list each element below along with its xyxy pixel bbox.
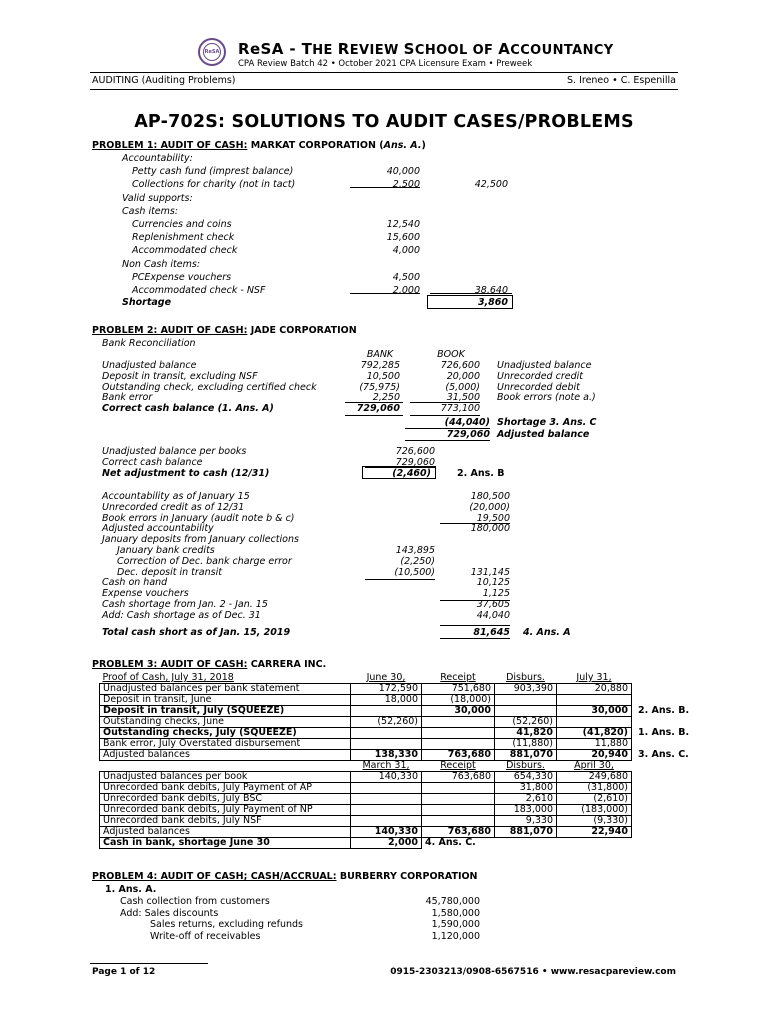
answer-label xyxy=(632,816,702,827)
cib-ans: 4. Ans. C. xyxy=(425,837,476,849)
p2-total-value: 81,645 xyxy=(473,627,510,638)
table-cell xyxy=(422,794,495,805)
p2-rule-6 xyxy=(440,523,510,524)
p2-acc-value-a: 143,895 xyxy=(395,545,435,556)
p2-acc-label: Book errors in January (audit note b & c) xyxy=(102,512,295,524)
problem-2-heading xyxy=(92,326,357,336)
problem-3-heading xyxy=(92,660,326,670)
logo-text: ReSA xyxy=(204,49,220,55)
p2-acc-label: Cash shortage from Jan. 2 - Jan. 15 xyxy=(102,599,268,610)
table-cell: Adjusted balances xyxy=(100,827,351,838)
table-header-cell: Disburs. xyxy=(506,760,545,771)
p2-rule-10 xyxy=(440,638,510,639)
table-cell: 20,880 xyxy=(557,684,632,695)
p2-recon-label: Bank error xyxy=(102,392,153,404)
p2-recon-bank: 10,500 xyxy=(366,370,400,382)
p2-correct-label: Correct cash balance (1. Ans. A) xyxy=(102,403,274,414)
p2-acc-value-b: 180,500 xyxy=(470,491,510,502)
p4-line-label: Sales returns, excluding refunds xyxy=(150,919,304,930)
p2-shortage-note: Shortage 3. Ans. C xyxy=(497,417,597,428)
table-cell: 751,680 xyxy=(422,684,495,695)
problem-4-heading xyxy=(92,872,478,882)
proof-of-cash-table xyxy=(99,673,702,849)
authors: S. Ireneo • C. Espenilla xyxy=(567,75,676,86)
p1-line-value-b: 38,640 xyxy=(474,285,508,296)
p2-recon-book: 726,600 xyxy=(440,360,480,371)
table-cell: (11,880) xyxy=(495,739,557,750)
p3-heading-a: PROBLEM 3: AUDIT OF CASH: xyxy=(92,659,248,670)
table-cell: 183,000 xyxy=(495,805,557,816)
p1-rule-3 xyxy=(430,293,512,294)
p2-acc-label: Expense vouchers xyxy=(102,588,189,600)
table-row xyxy=(100,739,702,750)
table-cell: Deposit in transit, July (SQUEEZE) xyxy=(100,706,351,717)
brand-dash-t: - T xyxy=(283,40,313,58)
p3-heading-b: CARRERA INC. xyxy=(247,659,327,670)
p2-col-book: BOOK xyxy=(437,349,465,360)
table-cell xyxy=(495,706,557,717)
p2-recon-book: (5,000) xyxy=(445,381,480,393)
table-cell xyxy=(422,717,495,728)
p2-rule-9 xyxy=(440,625,510,626)
p2-recon-title: Bank Reconciliation xyxy=(102,338,196,349)
p2-netadj-line-value: 729,060 xyxy=(395,457,435,468)
table-cell: Outstanding checks, July (SQUEEZE) xyxy=(100,728,351,739)
p2-netadj-label: Net adjustment to cash (12/31) xyxy=(102,468,270,479)
table-cell: 881,070 xyxy=(495,827,557,838)
p2-recon-note: Unadjusted balance xyxy=(497,360,592,371)
table-header-cell: April 30, xyxy=(574,760,614,771)
p1-shortage-label: Shortage xyxy=(122,297,172,308)
p2-rule-8 xyxy=(440,600,510,601)
table-cell: 30,000 xyxy=(557,706,632,717)
p1-line-label: Currencies and coins xyxy=(132,219,232,230)
footer-contact: 0915-2303213/0908-6567516 • www.resacpareview.com xyxy=(390,967,676,977)
answer-label xyxy=(632,783,702,794)
p2-recon-book: 31,500 xyxy=(446,392,480,404)
table-cell: (9,330) xyxy=(557,816,632,827)
table-cell: 11,880 xyxy=(557,739,632,750)
p1-rule-1 xyxy=(350,187,420,188)
p1-line-label: PCExpense vouchers xyxy=(132,271,232,283)
p2-netadj-line-value: 726,600 xyxy=(395,446,435,457)
table-cell: 30,000 xyxy=(422,706,495,717)
p2-recon-bank: 792,285 xyxy=(360,360,400,371)
p2-netadj-ans: 2. Ans. B xyxy=(457,468,505,479)
p1-heading-d: ) xyxy=(421,140,426,151)
p1-line-value-a: 4,000 xyxy=(392,245,420,257)
p2-total-label: Total cash short as of Jan. 15, 2019 xyxy=(102,627,291,638)
brand-part-a: A xyxy=(498,40,511,58)
p2-netadj-line-label: Correct cash balance xyxy=(102,457,203,468)
table-cell: (18,000) xyxy=(422,695,495,706)
table-row-cash-in-bank xyxy=(100,838,702,849)
table-cell xyxy=(351,739,422,750)
p1-line-label: Valid supports: xyxy=(122,192,193,204)
p2-adjusted-note: Adjusted balance xyxy=(497,429,590,440)
answer-label xyxy=(632,695,702,706)
p2-acc-label: Adjusted accountability xyxy=(102,523,214,535)
table-cell: 249,680 xyxy=(557,772,632,783)
answer-label: 3. Ans. C. xyxy=(638,749,689,760)
p4-line-value: 45,780,000 xyxy=(425,896,480,907)
answer-label xyxy=(632,772,702,783)
table-row xyxy=(100,772,702,783)
table-cell xyxy=(557,695,632,706)
table-cell xyxy=(351,794,422,805)
table-cell: (52,260) xyxy=(351,717,422,728)
table-cell: Bank error, July Overstated disbursement xyxy=(100,739,351,750)
p2-acc-value-b: (20,000) xyxy=(469,501,510,513)
table-row xyxy=(100,783,702,794)
p2-acc-label: Add: Cash shortage as of Dec. 31 xyxy=(102,609,261,621)
answer-label xyxy=(632,717,702,728)
brand-part-1: HE xyxy=(312,43,338,58)
p4-heading-a: PROBLEM 4: AUDIT OF CASH; CASH/ACCRUAL: xyxy=(92,871,337,882)
p1-line-value-a: 12,540 xyxy=(386,219,420,230)
p2-acc-label: Unrecorded credit as of 12/31 xyxy=(102,501,245,513)
p2-acc-value-b: 19,500 xyxy=(476,512,510,524)
p2-recon-note: Unrecorded debit xyxy=(497,381,580,393)
table-cell: Deposit in transit, June xyxy=(100,695,351,706)
table-cell: 903,390 xyxy=(495,684,557,695)
p2-rule-book-2 xyxy=(410,415,480,416)
p2-col-bank: BANK xyxy=(366,349,394,360)
p1-line-label: Accountability: xyxy=(122,153,193,164)
table-cell: 138,330 xyxy=(351,750,422,761)
p2-rule-bank-2 xyxy=(345,415,403,416)
p2-total-ans: 4. Ans. A xyxy=(523,627,571,638)
table-cell: Unadjusted balances per bank statement xyxy=(100,684,351,695)
p2-acc-value-b: 37,605 xyxy=(476,599,510,610)
answer-label: 2. Ans. B. xyxy=(638,705,690,716)
table-header-row xyxy=(100,761,702,772)
p2-heading-a: PROBLEM 2: AUDIT OF CASH: xyxy=(92,325,248,336)
brand-part-4: CCOUNTANCY xyxy=(510,43,614,58)
table-cell: (31,800) xyxy=(557,783,632,794)
p1-line-value-a: 15,600 xyxy=(386,232,420,244)
table-cell: 763,680 xyxy=(422,750,495,761)
table-row xyxy=(100,684,702,695)
table-cell: 2,610 xyxy=(495,794,557,805)
answer-label xyxy=(632,827,702,838)
table-cell xyxy=(422,783,495,794)
table-cell: (52,260) xyxy=(495,717,557,728)
table-cell xyxy=(495,695,557,706)
p1-line-value-a: 2,500 xyxy=(392,179,420,191)
table-cell: (41,820) xyxy=(557,728,632,739)
table-cell: 9,330 xyxy=(495,816,557,827)
table-cell: 140,330 xyxy=(351,772,422,783)
table-header-cell: Disburs. xyxy=(506,672,545,683)
p1-heading-a: PROBLEM 1: AUDIT OF CASH: xyxy=(92,140,248,151)
header-rule-bottom xyxy=(90,89,678,90)
p2-recon-label: Unadjusted balance xyxy=(102,360,197,371)
p2-correct-bank: 729,060 xyxy=(356,403,400,414)
table-cell: Adjusted balances xyxy=(100,750,351,761)
p4-heading-b: BURBERRY CORPORATION xyxy=(336,871,478,882)
p4-line-value: 1,580,000 xyxy=(431,907,480,919)
table-cell: 41,820 xyxy=(495,728,557,739)
p4-line-label: Add: Sales discounts xyxy=(120,907,219,919)
p1-line-label: Accommodated check - NSF xyxy=(132,285,266,296)
p4-line-value: 1,120,000 xyxy=(431,930,480,942)
p1-line-label: Non Cash items: xyxy=(122,258,201,270)
table-cell: 763,680 xyxy=(422,772,495,783)
table-cell: 22,940 xyxy=(557,827,632,838)
table-cell: Unrecorded bank debits, July NSF xyxy=(100,816,351,827)
answer-label: 1. Ans. B. xyxy=(638,727,690,738)
table-header-row xyxy=(100,673,702,684)
p2-acc-value-b: 131,145 xyxy=(470,566,510,578)
p2-netadj-line-label: Unadjusted balance per books xyxy=(102,446,247,457)
p1-line-value-a: 2,000 xyxy=(392,285,420,296)
table-cell: 763,680 xyxy=(422,827,495,838)
p2-acc-label: January deposits from January collections xyxy=(102,534,299,546)
p2-recon-bank: (75,975) xyxy=(359,381,400,393)
footer-rule xyxy=(90,963,208,964)
table-cell: 31,800 xyxy=(495,783,557,794)
table-row xyxy=(100,816,702,827)
cib-value: 2,000 xyxy=(351,838,422,849)
brand-part-2: EVIEW xyxy=(349,43,404,58)
cib-label: Cash in bank, shortage June 30 xyxy=(100,838,351,849)
table-row xyxy=(100,750,702,761)
p1-heading-b: MARKAT CORPORATION ( xyxy=(247,140,384,151)
p1-heading-c: Ans. A. xyxy=(383,140,422,151)
table-header-cell: Proof of Cash, July 31, 2018 xyxy=(102,672,234,683)
table-cell: Unrecorded bank debits, July BSC xyxy=(100,794,351,805)
p1-line-label: Accommodated check xyxy=(132,245,238,257)
p2-acc-label: Accountability as of January 15 xyxy=(102,491,250,502)
table-row xyxy=(100,717,702,728)
table-cell: Unrecorded bank debits, July Payment of NP xyxy=(100,805,351,816)
p1-line-label: Replenishment check xyxy=(132,232,235,244)
table-cell xyxy=(422,728,495,739)
p4-ans: 1. Ans. A. xyxy=(105,884,157,895)
p1-line-label: Collections for charity (not in tact) xyxy=(132,179,296,191)
table-cell xyxy=(351,706,422,717)
document-title: AP-702S: SOLUTIONS TO AUDIT CASES/PROBLEMS xyxy=(134,112,634,132)
table-cell xyxy=(351,805,422,816)
p4-line-value: 1,590,000 xyxy=(431,919,480,930)
p2-recon-book: 20,000 xyxy=(446,370,480,382)
brand-resa: ReSA xyxy=(238,40,284,58)
brand-name xyxy=(238,40,614,58)
table-cell: Outstanding checks, June xyxy=(100,717,351,728)
p2-acc-label: Dec. deposit in transit xyxy=(117,566,222,578)
tagline: CPA Review Batch 42 • October 2021 CPA Licensure Exam • Preweek xyxy=(238,59,533,69)
course-name: AUDITING (Auditing Problems) xyxy=(92,75,236,86)
p2-rule-4 xyxy=(405,440,490,441)
table-row xyxy=(100,805,702,816)
header-rule-top xyxy=(90,72,678,73)
table-cell: 172,590 xyxy=(351,684,422,695)
table-cell xyxy=(351,816,422,827)
brand-part-s: S xyxy=(403,40,415,58)
table-row xyxy=(100,695,702,706)
p2-shortage-value: (44,040) xyxy=(444,417,490,428)
table-cell: 881,070 xyxy=(495,750,557,761)
table-header-cell: March 31, xyxy=(362,760,410,771)
answer-label xyxy=(632,805,702,816)
resa-logo-inner xyxy=(203,43,221,61)
page-number: Page 1 of 12 xyxy=(92,967,156,977)
resa-logo xyxy=(198,38,226,66)
p1-line-value-a: 40,000 xyxy=(386,166,420,178)
table-header-cell: Receipt xyxy=(440,672,476,683)
p2-acc-value-a: (10,500) xyxy=(394,566,435,578)
table-cell xyxy=(557,717,632,728)
p2-acc-value-b: 1,125 xyxy=(482,588,510,600)
table-header-cell: Receipt xyxy=(440,760,476,771)
p2-acc-value-b: 10,125 xyxy=(476,577,510,589)
p1-line-value-a: 4,500 xyxy=(392,271,420,283)
table-cell: (183,000) xyxy=(557,805,632,816)
table-cell: 140,330 xyxy=(351,827,422,838)
p1-shortage-value: 3,860 xyxy=(477,297,508,308)
table-cell: (2,610) xyxy=(557,794,632,805)
table-header-cell: June 30, xyxy=(366,672,406,683)
p2-acc-value-a: (2,250) xyxy=(400,555,435,567)
table-row xyxy=(100,827,702,838)
p2-rule-7 xyxy=(365,579,435,580)
p2-acc-value-b: 180,000 xyxy=(470,523,510,535)
table-cell: Unadjusted balances per book xyxy=(100,772,351,783)
brand-part-3: CHOOL OF xyxy=(414,43,499,58)
table-row xyxy=(100,794,702,805)
p2-netadj-value: (2,460) xyxy=(392,468,431,479)
table-cell xyxy=(422,816,495,827)
p2-correct-book: 773,100 xyxy=(440,403,480,414)
p1-line-value-b: 42,500 xyxy=(474,179,508,191)
table-cell xyxy=(351,783,422,794)
p2-heading-b: JADE CORPORATION xyxy=(247,325,357,336)
p2-acc-value-b: 44,040 xyxy=(476,609,510,621)
table-cell: 654,330 xyxy=(495,772,557,783)
p2-acc-label: Correction of Dec. bank charge error xyxy=(117,555,292,567)
p1-rule-2 xyxy=(350,293,420,294)
p2-recon-label: Outstanding check, excluding certified check xyxy=(102,381,317,393)
p2-recon-label: Deposit in transit, excluding NSF xyxy=(102,370,258,382)
p2-acc-label: Cash on hand xyxy=(102,577,168,589)
table-row xyxy=(100,728,702,739)
table-cell xyxy=(422,805,495,816)
p2-acc-label: January bank credits xyxy=(117,545,215,556)
brand-part-r: R xyxy=(337,40,350,58)
table-cell: 20,940 xyxy=(557,750,632,761)
table-header-cell xyxy=(100,761,351,772)
p4-line-label: Write-off of receivables xyxy=(150,930,261,942)
table-cell: 18,000 xyxy=(351,695,422,706)
table-header-cell: July 31, xyxy=(576,672,612,683)
answer-label xyxy=(632,684,702,695)
table-cell xyxy=(351,728,422,739)
p2-adjusted-value: 729,060 xyxy=(446,429,490,440)
p1-line-label: Cash items: xyxy=(122,205,179,217)
table-row xyxy=(100,706,702,717)
p4-line-label: Cash collection from customers xyxy=(120,896,270,907)
answer-label xyxy=(632,739,702,750)
p2-recon-note: Book errors (note a.) xyxy=(497,392,596,404)
p2-recon-note: Unrecorded credit xyxy=(497,370,583,382)
table-cell: Unrecorded bank debits, July Payment of AP xyxy=(100,783,351,794)
p1-line-label: Petty cash fund (imprest balance) xyxy=(132,166,294,178)
answer-label xyxy=(632,794,702,805)
p2-recon-bank: 2,250 xyxy=(372,392,400,404)
table-cell xyxy=(422,739,495,750)
problem-1-heading xyxy=(92,141,426,151)
